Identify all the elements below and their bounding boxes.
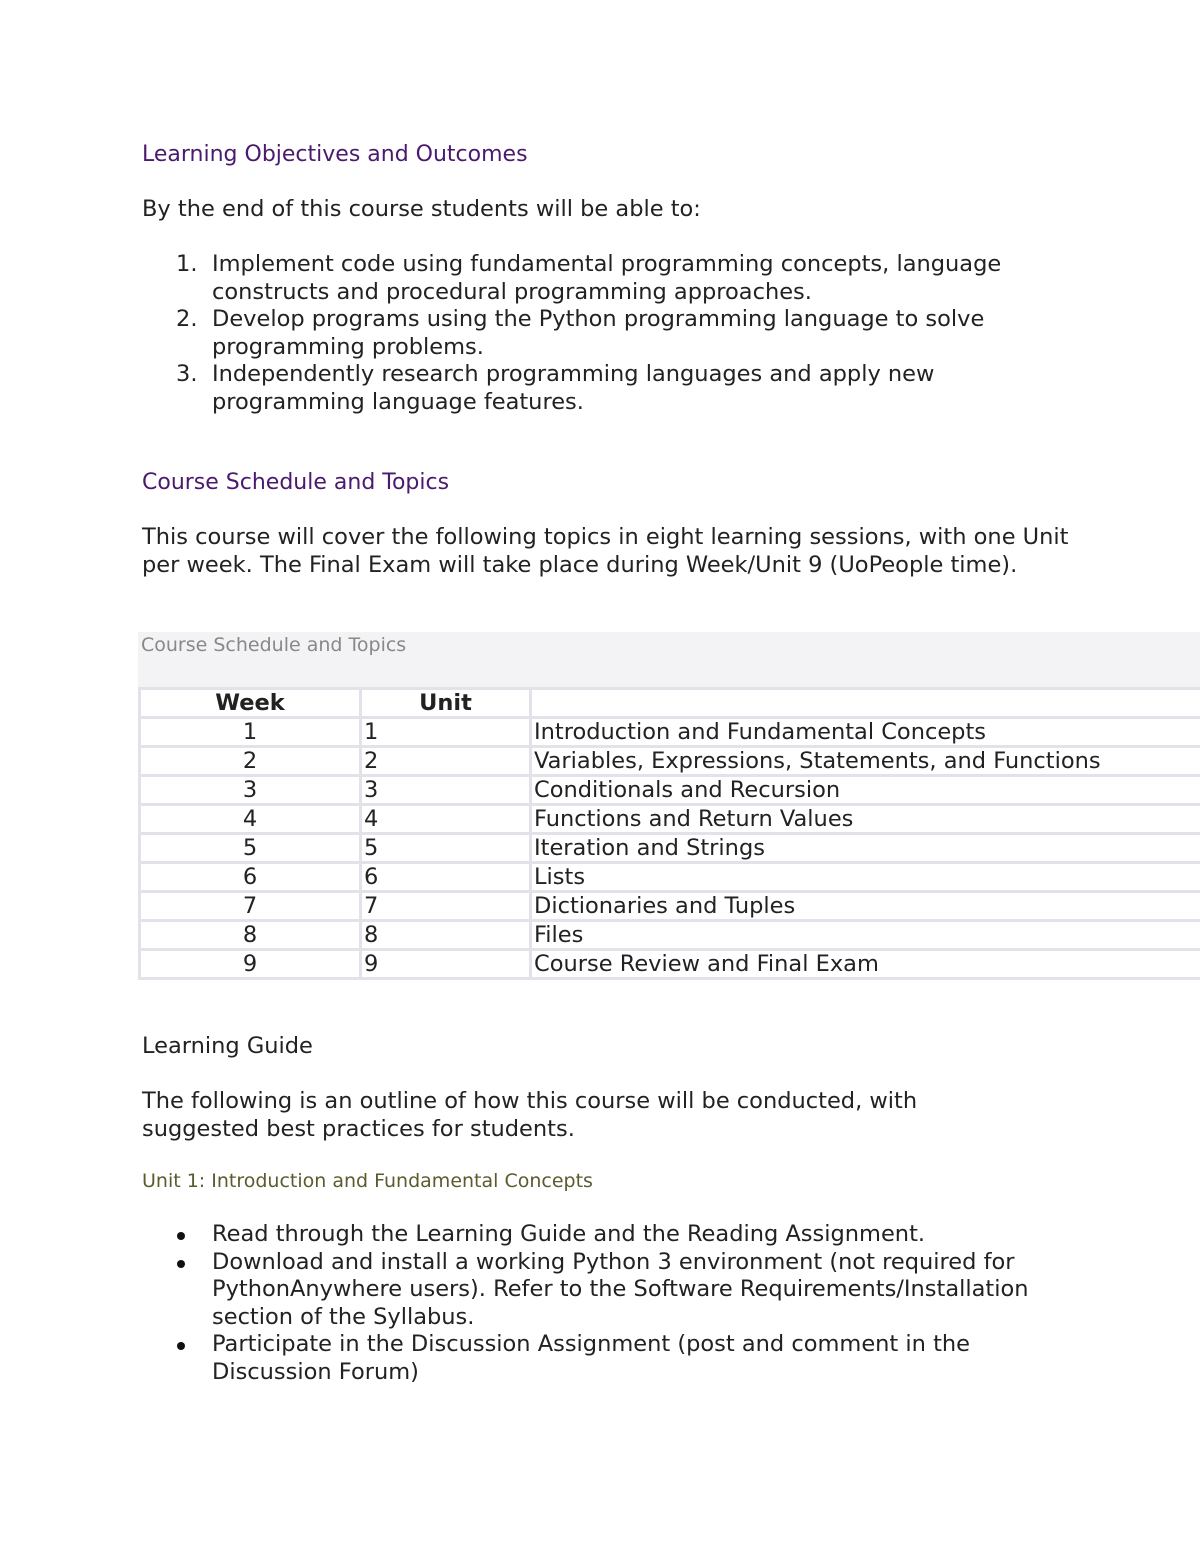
week-cell: 9 [140,950,361,979]
objectives-list [142,251,1042,416]
unit-cell: 4 [361,805,531,834]
week-cell: 4 [140,805,361,834]
guide-intro: The following is an outline of how this course will be conducted, with suggested best practices for students. [142,1088,918,1142]
bullet-icon [177,1342,185,1350]
table-row [140,747,1200,776]
table-caption: Course Schedule and Topics [138,632,1200,688]
table-row [140,950,1200,979]
table-header-row [140,689,1200,718]
topic-cell: Functions and Return Values [531,805,1200,834]
unit-cell: 6 [361,863,531,892]
unit-cell: 7 [361,892,531,921]
schedule-table [138,687,1200,980]
unit1-heading: Unit 1: Introduction and Fundamental Concepts [142,1170,593,1192]
schedule-heading: Course Schedule and Topics [142,470,450,495]
topic-cell: Course Review and Final Exam [531,950,1200,979]
week-cell: 8 [140,921,361,950]
week-cell: 6 [140,863,361,892]
unit-cell: 2 [361,747,531,776]
list-item: Read through the Learning Guide and the Reading Assignment. [142,1221,1062,1249]
objectives-heading: Learning Objectives and Outcomes [142,142,528,167]
unit-cell: 8 [361,921,531,950]
table-row [140,834,1200,863]
objectives-intro: By the end of this course students will be able to: [142,196,701,222]
unit-cell: 1 [361,718,531,747]
week-cell: 3 [140,776,361,805]
table-row [140,718,1200,747]
table-row [140,863,1200,892]
list-item: 2. Develop programs using the Python programming language to solve programming problems. [176,306,985,360]
topic-cell: Dictionaries and Tuples [531,892,1200,921]
topic-cell: Files [531,921,1200,950]
table-row [140,805,1200,834]
topic-cell: Introduction and Fundamental Concepts [531,718,1200,747]
topic-cell: Iteration and Strings [531,834,1200,863]
topic-cell: Lists [531,863,1200,892]
schedule-intro: This course will cover the following topics in eight learning sessions, with one Unit per week. The Final Exam will take place during Week/Unit 9 (UoPeople time). [142,524,1069,578]
column-header-unit: Unit [361,689,531,718]
week-cell: 1 [140,718,361,747]
table-row [140,776,1200,805]
unit1-list [142,1221,1062,1386]
column-header-topic [531,689,1200,718]
week-cell: 2 [140,747,361,776]
unit-cell: 5 [361,834,531,863]
table-row [140,892,1200,921]
bullet-icon [177,1232,185,1240]
week-cell: 7 [140,892,361,921]
week-cell: 5 [140,834,361,863]
bullet-icon [177,1260,185,1268]
topic-cell: Conditionals and Recursion [531,776,1200,805]
column-header-week: Week [140,689,361,718]
unit-cell: 3 [361,776,531,805]
guide-heading: Learning Guide [142,1033,313,1059]
list-item: Download and install a working Python 3 environment (not required for PythonAnywhere users). Refer to the Software Requirements/Installation section of the Syllabus. [142,1249,1062,1332]
list-item: 3. Independently research programming languages and apply new programming language features. [176,361,935,415]
table-row [140,921,1200,950]
unit-cell: 9 [361,950,531,979]
topic-cell: Variables, Expressions, Statements, and Functions [531,747,1200,776]
list-item: Participate in the Discussion Assignment (post and comment in the Discussion Forum) [142,1331,1062,1386]
list-item: 1. Implement code using fundamental programming concepts, language constructs and procedural programming approaches. [176,251,1002,305]
